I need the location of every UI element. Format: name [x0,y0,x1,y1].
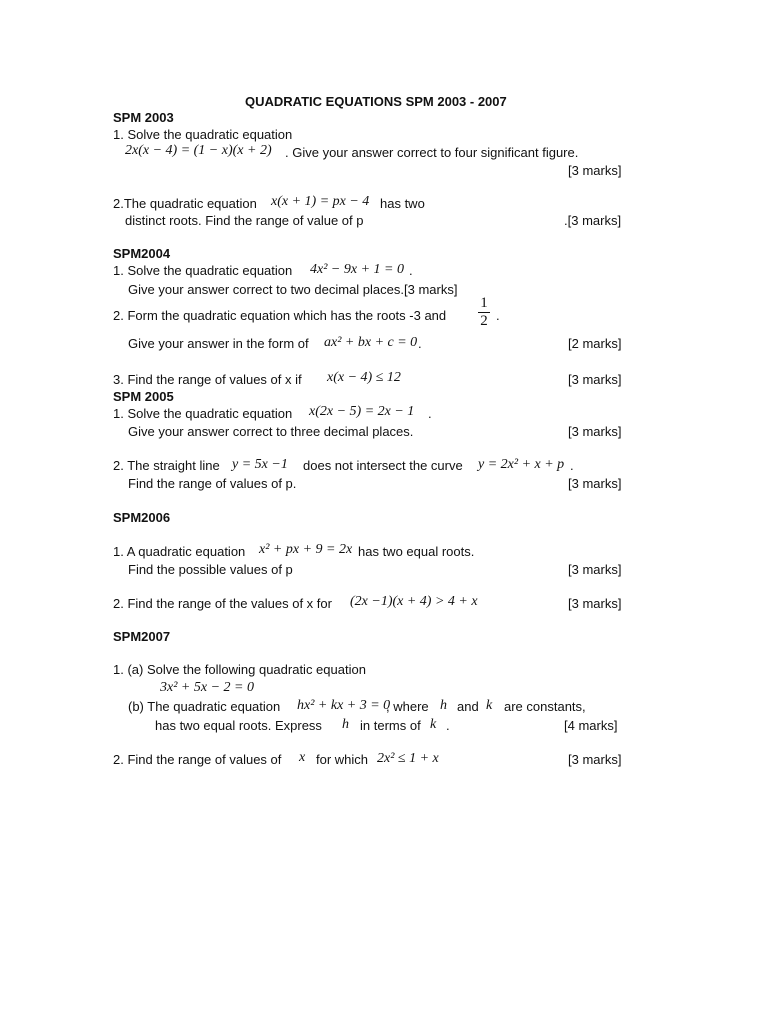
q2005-1-line2: Give your answer correct to three decimal places. [128,424,414,439]
q2007-1b-var-k: k [486,698,493,713]
q2006-2-equation: (2x −1)(x + 4) > 4 + x [350,594,478,609]
q2004-3-equation: x(x − 4) ≤ 12 [327,370,401,385]
fraction-numerator: 1 [480,295,488,311]
q2004-1-equation: 4x² − 9x + 1 = 0 [310,262,404,277]
q2007-2-text: 2. Find the range of values of [113,752,282,767]
q2007-1b-text-tail: are constants, [504,699,586,714]
q2007-2-marks: [3 marks] [568,752,622,767]
q2006-1-text: 1. A quadratic equation [113,544,246,559]
q2005-2-curve-equation: y = 2x² + x + p [478,457,565,472]
q2007-1b-text: (b) The quadratic equation [128,699,281,714]
q2006-2-text: 2. Find the range of the values of x for [113,596,332,611]
q2004-3-text: 3. Find the range of values of x if [113,372,302,387]
q2003-2-line2: distinct roots. Find the range of value of p [125,213,364,228]
q2004-1-line2: Give your answer correct to two decimal places.[3 marks] [128,282,458,297]
q2003-1-marks: [3 marks] [568,163,622,178]
q2003-1-text: 1. Solve the quadratic equation [113,127,293,142]
q2006-2-marks: [3 marks] [568,596,622,611]
section-heading-spm2005: SPM 2005 [113,389,174,404]
q2005-1-period: . [428,406,432,421]
q2004-2-period: . [496,308,500,323]
q2004-2-line2: Give your answer in the form of [128,336,309,351]
q2006-1-equation: x² + px + 9 = 2x [259,542,353,557]
section-heading-spm2003: SPM 2003 [113,110,174,125]
q2004-1-period: . [409,263,413,278]
q2004-2-period2: . [418,336,422,351]
q2007-1b-where: , where [386,699,429,714]
section-heading-spm2004: SPM2004 [113,246,171,261]
q2004-2-marks: [2 marks] [568,336,622,351]
q2007-1b-marks: [4 marks] [564,718,618,733]
q2003-2-marks: .[3 marks] [564,213,622,228]
q2005-2-text: 2. The straight line [113,458,220,473]
page-title: QUADRATIC EQUATIONS SPM 2003 - 2007 [245,94,507,109]
fraction-denominator: 2 [480,313,488,329]
q2006-1-marks: [3 marks] [568,562,622,577]
q2007-1a-text: 1. (a) Solve the following quadratic equation [113,662,366,677]
q2007-1b-line2-var-k: k [430,717,437,732]
q2007-1b-var-h: h [440,698,447,713]
q2003-1-instruction: . Give your answer correct to four significant figure. [285,145,579,160]
q2007-2-equation: 2x² ≤ 1 + x [377,751,439,766]
section-heading-spm2006: SPM2006 [113,510,171,525]
q2007-2-var-x: x [299,750,306,765]
q2007-1b-equation: hx² + kx + 3 = 0 [297,698,391,713]
section-heading-spm2007: SPM2007 [113,629,171,644]
q2005-2-marks: [3 marks] [568,476,622,491]
q2006-1-line2: Find the possible values of p [128,562,293,577]
q2005-2-text-mid: does not intersect the curve [303,458,463,473]
q2007-1b-line2-mid: in terms of [360,718,421,733]
q2007-1b-line2-var-h: h [342,717,349,732]
q2003-1-equation: 2x(x − 4) = (1 − x)(x + 2) [125,143,272,158]
q2003-2-text-tail: has two [380,196,425,211]
fraction-one-half [478,296,490,329]
q2005-1-text: 1. Solve the quadratic equation [113,406,293,421]
q2004-2-equation: ax² + bx + c = 0 [324,335,418,350]
q2007-1b-line2: has two equal roots. Express [155,718,322,733]
q2004-1-text: 1. Solve the quadratic equation [113,263,293,278]
q2007-1b-line2-period: . [446,718,450,733]
q2007-1a-equation: 3x² + 5x − 2 = 0 [160,680,254,695]
q2003-2-text: 2.The quadratic equation [113,196,257,211]
q2006-1-text-tail: has two equal roots. [358,544,475,559]
q2005-2-line-equation: y = 5x −1 [232,457,288,472]
q2007-1b-and: and [457,699,479,714]
q2007-2-text-mid: for which [316,752,369,767]
q2005-2-line2: Find the range of values of p. [128,476,297,491]
q2004-3-marks: [3 marks] [568,372,622,387]
q2004-2-text: 2. Form the quadratic equation which has the roots -3 and [113,308,447,323]
q2005-1-marks: [3 marks] [568,424,622,439]
q2005-1-equation: x(2x − 5) = 2x − 1 [309,404,415,419]
q2003-2-equation: x(x + 1) = px − 4 [271,194,370,209]
q2005-2-period: . [570,458,574,473]
